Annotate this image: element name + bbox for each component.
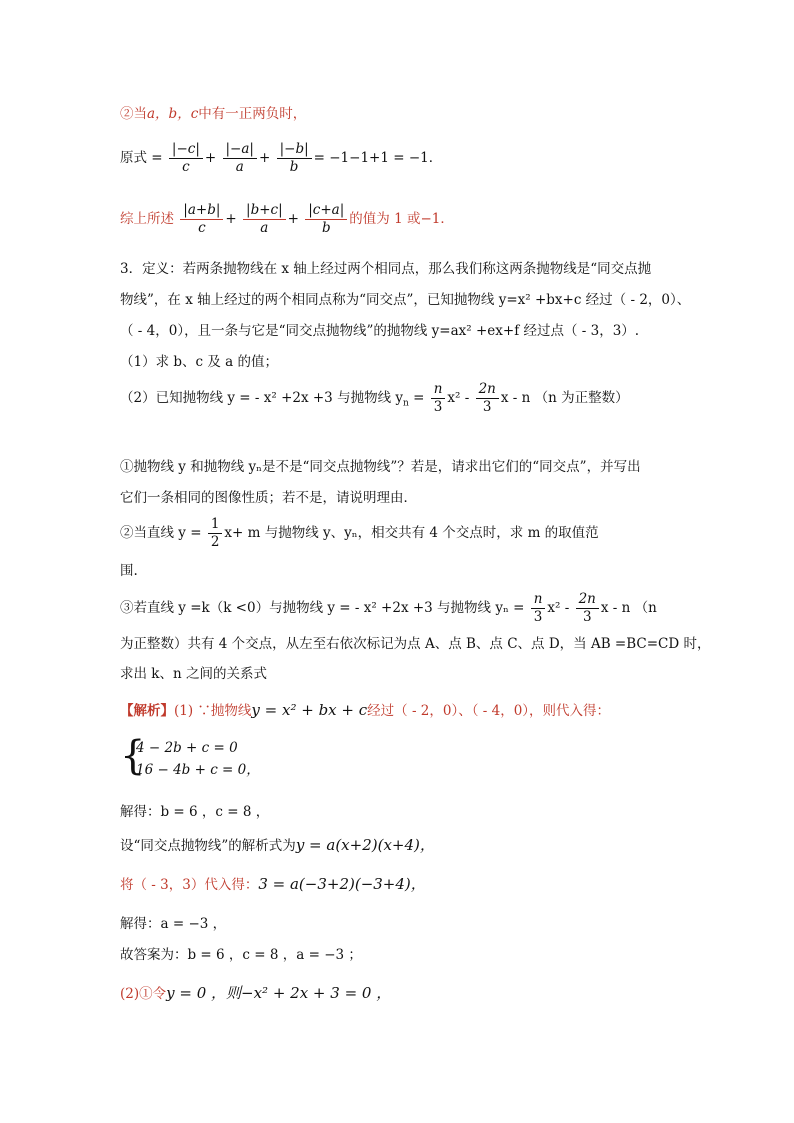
solution-line-3 [120,835,435,856]
solution-l1-eq: y = x² + bx + c [251,701,368,719]
s2-frac-num: 1 [208,516,223,534]
orig-frac-3-num: |−b| [277,141,312,159]
solution-l3-eq: y = a(x+2)(x+4)， [295,836,435,854]
solution-l3-prefix: 设“同交点抛物线”的解析式为 [120,838,296,854]
solution-line-6: 故答案为：b = 6 ，c = 8 ，a = −3 ； [120,947,362,963]
s3-frac-1 [531,591,546,626]
s3-suffix: x - n （n [600,600,657,616]
solution-l1-red2: 经过（ - 2，0）、（ - 4，0），则代入得： [367,703,611,719]
solution-tag: 【解析】 [120,703,174,719]
sub-question-2-line-2: 围. [120,563,138,579]
question-1: （1）求 b、c 及 a 的值； [120,354,279,370]
s2-frac [208,516,223,551]
q2-frac-1-num: n [431,381,446,399]
summary-frac-2-den: a [260,220,269,236]
solution-line-1 [120,700,610,721]
sub-question-3 [120,588,657,628]
problem-line-3: （ - 4，0），且一条与它是“同交点抛物线”的抛物线 y=ax² +ex+f 经过点（ - 3，3）. [120,323,640,339]
system-end: ， [246,762,260,778]
solution-line-4 [120,874,426,895]
orig-frac-1 [169,141,203,176]
solution-line-2: 解得：b = 6 ，c = 8 ， [120,804,270,820]
summary-frac-1 [180,202,223,237]
system-eq-2-text: 16 − 4b + c = 0 [136,762,247,778]
summary-suffix: 的值为 1 或−1． [349,211,454,227]
case2-text: 中有一正两负时， [198,106,307,122]
s2-prefix: ②当直线 y = [120,525,206,541]
s2-suffix: x+ m 与抛物线 y、yₙ，相交共有 4 个交点时，求 m 的取值范 [224,525,599,541]
orig-frac-3-den: b [289,159,299,175]
case2-label: ②当 [120,106,147,122]
q2-frac-2-den: 3 [482,399,492,415]
q2-frac-2-num: 2n [476,381,499,399]
orig-line: 原式 = $\frac{|-c|}{c}$ + $\frac{|-a|}{a}$ + $\frac{|-b|}{b}$ = −1−1+1 = −1． [120,141,443,175]
summary-frac-2-num: |b+c| [243,202,286,220]
summary-frac-3 [305,202,347,237]
problem-line-1: 3．定义：若两条抛物线在 x 轴上经过两个相同点，那么我们称这两条抛物线是“同交点抛 [120,261,652,277]
solution-l7-red: (2)①令 [120,986,167,1002]
s3-prefix: ③若直线 y =k（k <0）与抛物线 y = - x² +2x +3 与抛物线 yₙ = [120,600,529,616]
summary-frac-2 [243,202,286,237]
case2-vars: a，b，c [147,106,199,122]
q2-mid: x² - [447,390,474,406]
q2-eq: = [408,390,429,406]
solution-l4-eq: 3 = a(−3+2)(−3+4)， [258,875,426,893]
orig-frac-2 [223,141,257,176]
orig-frac-3 [277,141,312,176]
q2-frac-1-den: 3 [433,399,443,415]
q2-sub: n [403,398,409,409]
orig-frac-2-den: a [235,159,244,175]
q2-prefix: （2）已知抛物线 y = - x² +2x +3 与抛物线 y [120,390,403,406]
s2-frac-den: 2 [210,534,220,550]
system-brace: { [120,733,146,779]
summary-frac-3-den: b [321,220,331,236]
solution-l1-red: (1) ∵抛物线 [174,703,252,719]
summary-frac-1-den: c [198,220,206,236]
system-eq-2 [136,760,260,780]
sub-question-3-line-2: 为正整数）共有 4 个交点，从左至右依次标记为点 A、点 B、点 C、点 D，当 AB =BC=CD 时， [120,636,711,652]
summary-frac-1-num: |a+b| [180,202,223,220]
sub-question-2 [120,513,599,553]
q2-suffix: x - n （n 为正整数） [500,390,629,406]
question-2 [120,378,629,424]
orig-result: = −1−1+1 = −1． [313,150,443,166]
solution-line-5: 解得：a = −3 ， [120,916,227,932]
q2-frac-2 [476,381,499,416]
solution-l4-red: 将（ - 3，3）代入得： [120,877,259,893]
solution-line-7 [120,983,391,1004]
orig-frac-1-den: c [182,159,190,175]
s3-mid: x² - [547,600,574,616]
sub-question-1-line-2: 它们一条相同的图像性质；若不是，请说明理由． [120,490,417,506]
s3-frac-1-den: 3 [533,609,543,625]
q2-frac-1 [431,381,446,416]
orig-prefix: 原式 [120,150,147,166]
orig-frac-2-num: |−a| [223,141,257,159]
solution-l7-eq: y = 0 ，则−x² + 2x + 3 = 0 ， [166,984,392,1002]
problem-line-2: 物线”，在 x 轴上经过的两个相同点称为“同交点”，已知抛物线 y=x² +bx+c 经过（ - 2，0）、 [120,292,691,308]
sub-question-3-line-3: 求出 k、n 之间的关系式 [120,666,267,682]
summary-line: 综上所述 $\frac{|a+b|}{c}$ + $\frac{|b+c|}{a}$ + $\frac{|c+a|}{b}$ 的值为 1 或−1． [120,202,454,236]
orig-frac-1-num: |−c| [169,141,203,159]
s3-frac-2-num: 2n [576,591,599,609]
s3-frac-1-num: n [531,591,546,609]
summary-prefix: 综上所述 [120,211,174,227]
s3-frac-2 [576,591,599,626]
summary-frac-3-num: |c+a| [305,202,347,220]
s3-frac-2-den: 3 [582,609,592,625]
system-eq-1: 4 − 2b + c = 0 [136,740,238,756]
case2-line [120,104,306,124]
sub-question-1-line-1: ①抛物线 y 和抛物线 yₙ是不是“同交点抛物线”？若是，请求出它们的“同交点”，并写出 [120,459,641,475]
